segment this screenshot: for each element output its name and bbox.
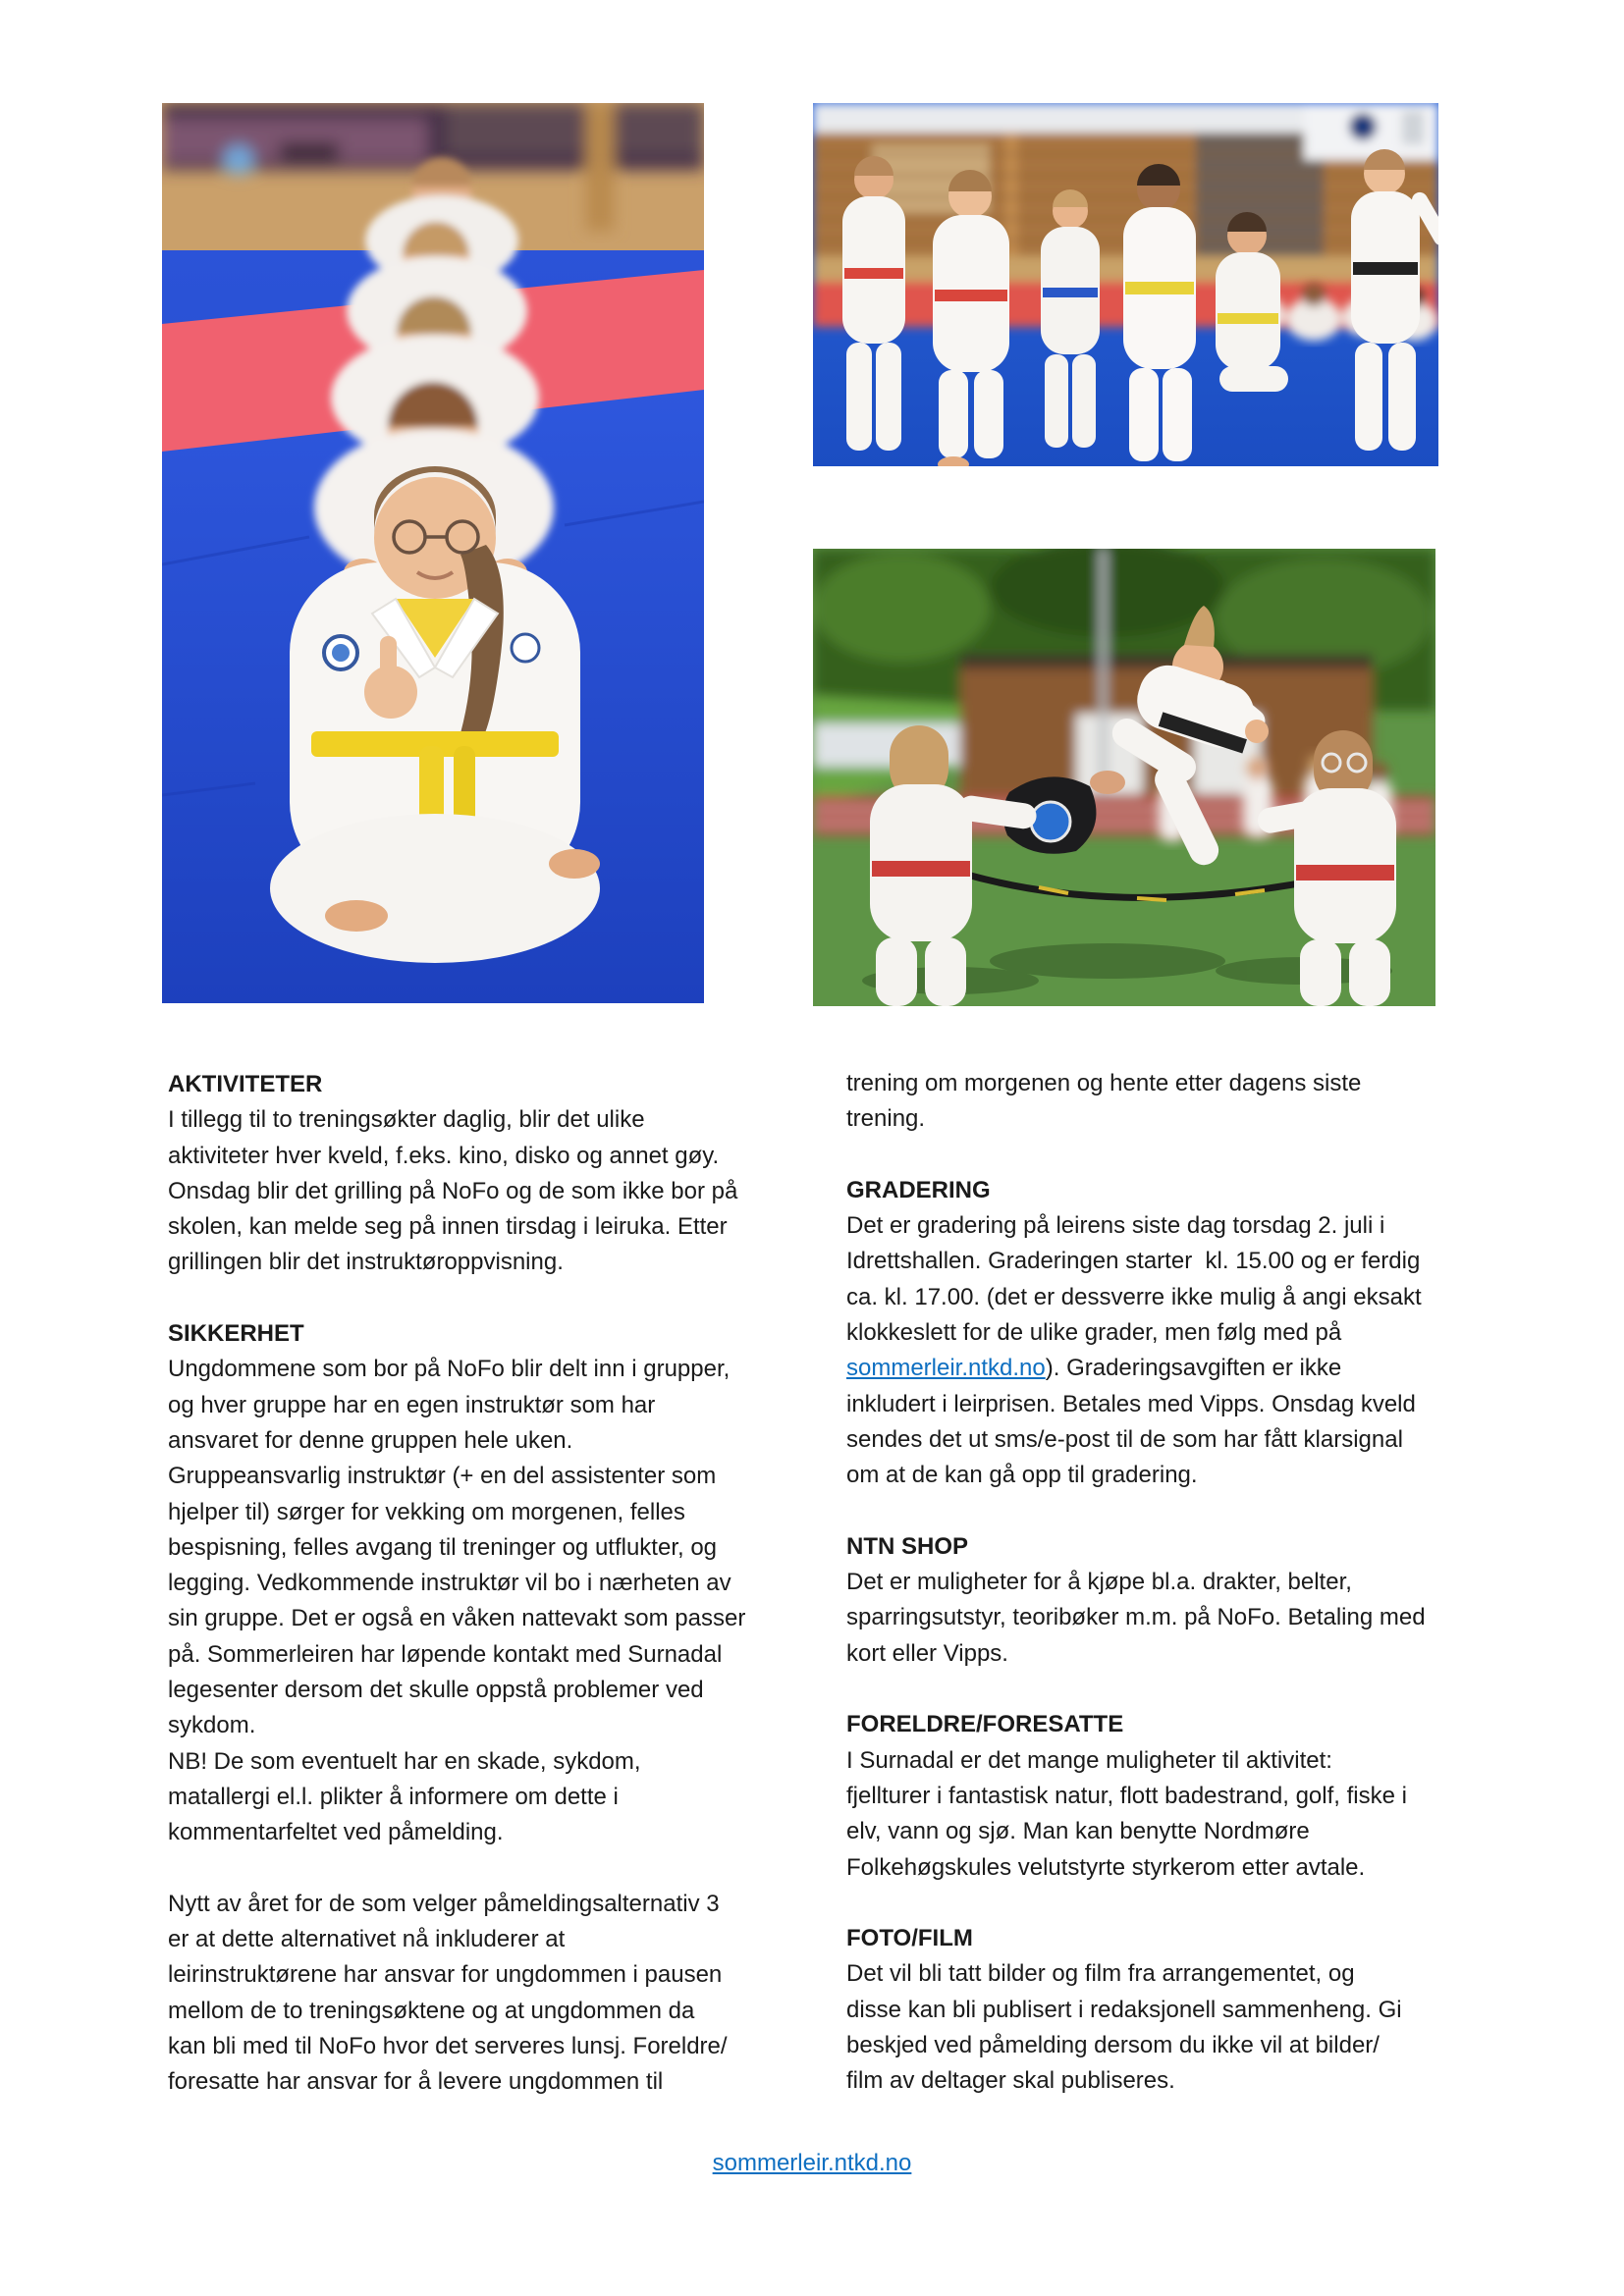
paragraph-line bbox=[846, 1636, 1494, 1672]
paragraph-line bbox=[846, 1422, 1494, 1458]
paragraph-line bbox=[168, 1352, 816, 1387]
paragraph-line bbox=[168, 1637, 816, 1673]
text-segment: klokkeslett for de ulike grader, men følg med på bbox=[846, 1319, 1342, 1347]
paragraph-line bbox=[168, 1957, 816, 1993]
text-segment: Idrettshallen. Graderingen starter kl. 15.00 og er ferdig bbox=[846, 1248, 1421, 1275]
paragraph-line bbox=[846, 1244, 1494, 1279]
text-section bbox=[846, 1921, 1494, 2099]
text-segment: om at de kan gå opp til gradering. bbox=[846, 1462, 1198, 1489]
paragraph-line bbox=[168, 1495, 816, 1530]
section-heading: SIKKERHET bbox=[168, 1320, 304, 1348]
text-segment: grillingen blir det instruktøroppvisning. bbox=[168, 1249, 564, 1276]
text-segment: disse kan bli publisert i redaksjonell sammenheng. Gi bbox=[846, 1996, 1402, 2023]
text-segment: elv, vann og sjø. Man kan benytte Nordmøre bbox=[846, 1818, 1310, 1845]
left-text-column bbox=[168, 1067, 816, 2136]
paragraph-line bbox=[168, 1423, 816, 1459]
text-segment: Det er gradering på leirens siste dag torsdag 2. juli i bbox=[846, 1212, 1385, 1240]
paragraph-line bbox=[846, 1850, 1494, 1886]
text-segment: ansvaret for denne gruppen hele uken. bbox=[168, 1426, 573, 1454]
paragraph-line bbox=[846, 1208, 1494, 1244]
text-segment: Onsdag blir det grilling på NoFo og de som ikke bor på bbox=[168, 1177, 738, 1204]
paragraph-line bbox=[846, 1315, 1494, 1351]
paragraph-line bbox=[168, 1530, 816, 1566]
text-segment: sin gruppe. Det er også en våken nattevakt som passer bbox=[168, 1605, 746, 1632]
text-segment: fjellturer i fantastisk natur, flott badestrand, golf, fiske i bbox=[846, 1782, 1407, 1809]
text-segment: og hver gruppe har en egen instruktør som har bbox=[168, 1391, 656, 1418]
text-segment: på. Sommerleiren har løpende kontakt med Surnadal bbox=[168, 1640, 723, 1668]
text-segment: trening om morgenen og hente etter dagens siste bbox=[846, 1070, 1362, 1096]
text-segment: foresatte har ansvar for å levere ungdommen til bbox=[168, 2068, 664, 2096]
section-heading: NTN SHOP bbox=[846, 1532, 969, 1560]
photo-gym-hall-training bbox=[813, 103, 1438, 466]
text-segment: leirinstruktørene har ansvar for ungdommen i pausen bbox=[168, 1961, 723, 1989]
paragraph-line bbox=[168, 1708, 816, 1743]
paragraph-line bbox=[168, 1209, 816, 1245]
paragraph-line bbox=[846, 1779, 1494, 1814]
text-section bbox=[846, 1173, 1494, 1494]
paragraph-line bbox=[846, 1387, 1494, 1422]
section-heading: GRADERING bbox=[846, 1176, 991, 1203]
text-segment: mellom de to treningsøktene og at ungdommen da bbox=[168, 1997, 695, 2024]
paragraph-line bbox=[168, 1139, 816, 1174]
text-segment: legesenter dersom det skulle oppstå problemer ved bbox=[168, 1677, 704, 1704]
paragraph-line bbox=[846, 1351, 1494, 1386]
text-section bbox=[168, 1067, 816, 1281]
text-segment: I Surnadal er det mange muligheter til aktivitet: bbox=[846, 1746, 1332, 1774]
right-text-column bbox=[846, 1066, 1494, 2135]
text-section bbox=[846, 1529, 1494, 1672]
text-segment: sykdom. bbox=[168, 1712, 256, 1739]
paragraph-line bbox=[168, 1744, 816, 1780]
paragraph-line bbox=[846, 1280, 1494, 1315]
text-segment: sendes det ut sms/e-post til de som har fått klarsignal bbox=[846, 1425, 1403, 1453]
text-segment: sparringsutstyr, teoribøker m.m. på NoFo. Betaling med bbox=[846, 1604, 1426, 1631]
paragraph-line bbox=[168, 1887, 816, 1922]
text-segment: kommentarfeltet ved påmelding. bbox=[168, 1819, 504, 1846]
paragraph-line bbox=[846, 1956, 1494, 1992]
text-segment: Nytt av året for de som velger påmeldingsalternativ 3 bbox=[168, 1890, 720, 1917]
photo-kids-seated-row-blue-mat bbox=[162, 103, 704, 1003]
page-footer bbox=[0, 2146, 1624, 2181]
photo-outdoor-flying-kick bbox=[813, 549, 1435, 1006]
paragraph-line bbox=[846, 1458, 1494, 1493]
paragraph-line bbox=[846, 1743, 1494, 1779]
text-segment: Det er muligheter for å kjøpe bl.a. drakter, belter, bbox=[846, 1569, 1352, 1596]
paragraph-line bbox=[846, 1814, 1494, 1849]
paragraph-line bbox=[168, 1245, 816, 1280]
text-segment: legging. Vedkommende instruktør vil bo i nærheten av bbox=[168, 1570, 731, 1597]
paragraph-line bbox=[168, 2064, 816, 2100]
text-segment: NB! De som eventuelt har en skade, sykdom, bbox=[168, 1747, 641, 1775]
footer-link[interactable]: sommerleir.ntkd.no bbox=[712, 2150, 912, 2176]
text-segment: I tillegg til to treningsøkter daglig, blir det ulike bbox=[168, 1106, 645, 1134]
text-segment: Gruppeansvarlig instruktør (+ en del assistenter som bbox=[168, 1463, 717, 1490]
paragraph-line bbox=[168, 2029, 816, 2064]
paragraph-line bbox=[168, 1459, 816, 1494]
paragraph-line bbox=[168, 1994, 816, 2029]
paragraph-line bbox=[168, 1566, 816, 1601]
paragraph-line bbox=[846, 1066, 1494, 1101]
paragraph-line bbox=[846, 1600, 1494, 1635]
section-heading: FORELDRE/FORESATTE bbox=[846, 1711, 1124, 1738]
paragraph-line bbox=[846, 2063, 1494, 2099]
paragraph-line bbox=[168, 1601, 816, 1636]
text-segment: matallergi el.l. plikter å informere om dette i bbox=[168, 1783, 619, 1810]
text-segment: bespisning, felles avgang til treninger og utflukter, og bbox=[168, 1533, 718, 1561]
text-section bbox=[846, 1066, 1494, 1138]
text-section bbox=[168, 1316, 816, 1850]
text-segment: er at dette alternativet nå inkluderer at bbox=[168, 1926, 566, 1953]
text-segment: kan bli med til NoFo hvor det serveres lunsj. Foreldre/ bbox=[168, 2033, 728, 2060]
text-segment: Ungdommene som bor på NoFo blir delt inn i grupper, bbox=[168, 1356, 731, 1383]
paragraph-line bbox=[168, 1815, 816, 1850]
text-segment: hjelper til) sørger for vekking om morgenen, felles bbox=[168, 1498, 685, 1525]
paragraph-line bbox=[846, 1565, 1494, 1600]
section-heading: FOTO/FILM bbox=[846, 1925, 973, 1952]
section-heading: AKTIVITETER bbox=[168, 1071, 323, 1097]
paragraph-line bbox=[168, 1673, 816, 1708]
text-segment: inkludert i leirprisen. Betales med Vipps. Onsdag kveld bbox=[846, 1390, 1416, 1417]
paragraph-line bbox=[846, 2028, 1494, 2063]
text-segment: aktiviteter hver kveld, f.eks. kino, disko og annet gøy. bbox=[168, 1142, 720, 1169]
text-segment: trening. bbox=[846, 1105, 926, 1133]
inline-link[interactable]: sommerleir.ntkd.no bbox=[846, 1355, 1046, 1382]
paragraph-line bbox=[846, 1993, 1494, 2028]
text-segment: beskjed ved påmelding dersom du ikke vil at bilder/ bbox=[846, 2032, 1380, 2059]
text-segment: ca. kl. 17.00. (det er dessverre ikke mulig å angi eksakt bbox=[846, 1283, 1422, 1310]
text-segment: Det vil bli tatt bilder og film fra arrangementet, og bbox=[846, 1960, 1355, 1988]
paragraph-line bbox=[168, 1780, 816, 1815]
text-segment: kort eller Vipps. bbox=[846, 1639, 1008, 1667]
text-segment: ). Graderingsavgiften er ikke bbox=[1045, 1355, 1342, 1382]
text-section bbox=[168, 1887, 816, 2101]
text-section bbox=[846, 1707, 1494, 1885]
paragraph-line bbox=[168, 1922, 816, 1957]
paragraph-line bbox=[846, 1101, 1494, 1137]
paragraph-line bbox=[168, 1388, 816, 1423]
text-segment: film av deltager skal publiseres. bbox=[846, 2067, 1175, 2095]
text-segment: Folkehøgskules velutstyrte styrkerom etter avtale. bbox=[846, 1853, 1366, 1881]
text-segment: skolen, kan melde seg på innen tirsdag i leiruka. Etter bbox=[168, 1213, 728, 1241]
paragraph-line bbox=[168, 1102, 816, 1138]
paragraph-line bbox=[168, 1174, 816, 1209]
